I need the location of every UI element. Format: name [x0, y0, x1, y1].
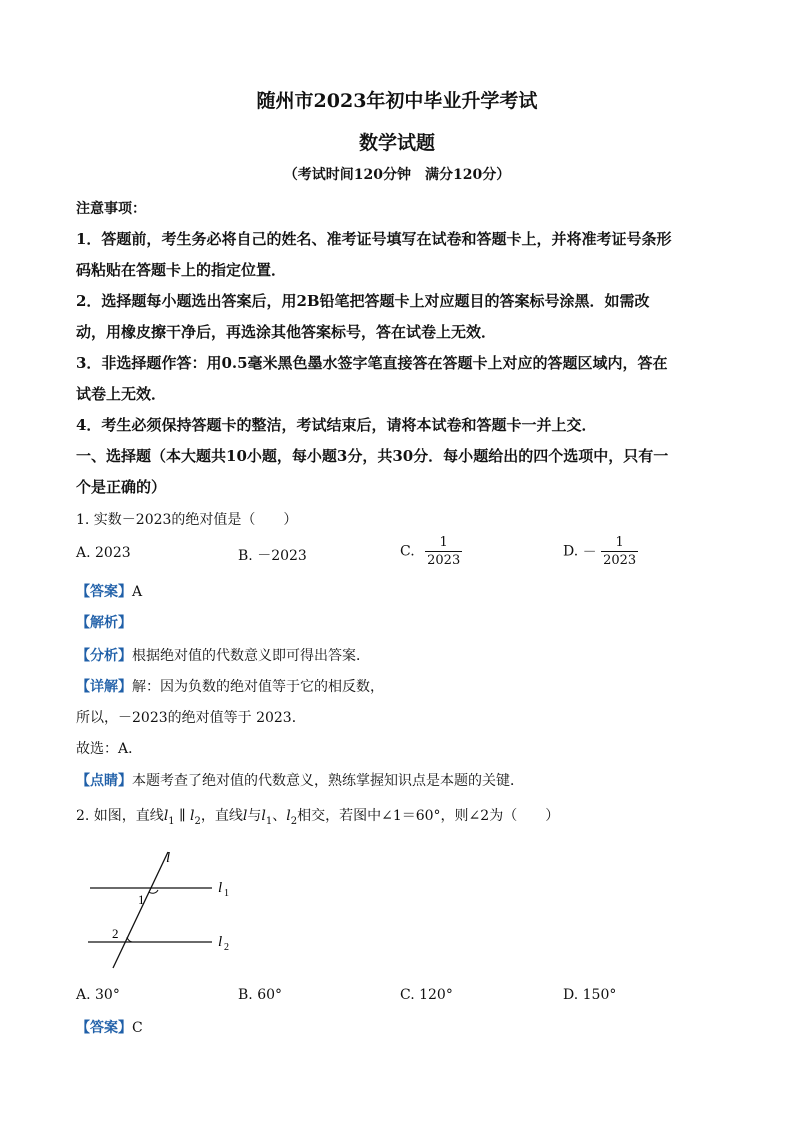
q1-analysis-tag — [76, 612, 132, 632]
fraction-denominator: 2023 — [427, 553, 461, 568]
angle2-arc — [127, 937, 132, 942]
sub-1: 1 — [265, 815, 273, 827]
answer-value: C — [132, 1020, 143, 1036]
analysis-tag: 【解析】 — [76, 615, 132, 631]
notice-line-1a: 1．答题前，考生务必将自己的姓名、准考证号填写在试卷和答题卡上，并将准考证号条形 — [76, 230, 672, 248]
q1-option-c — [400, 534, 462, 569]
fenxi-text: 根据绝对值的代数意义即可得出答案． — [132, 648, 370, 664]
section-heading-b: 个是正确的） — [76, 478, 167, 496]
q2-stem-pre: 2. 如图，直线 — [76, 808, 164, 824]
q1-xiangjie — [76, 676, 384, 696]
dun-mark: 、 — [272, 808, 287, 824]
notice-heading: 注意事项： — [76, 201, 146, 217]
var-l: l — [261, 808, 266, 824]
q2-option-a: A. 30° — [76, 987, 120, 1003]
answer-value: A — [132, 584, 143, 600]
q2-option-d: D. 150° — [563, 987, 617, 1003]
q2-stem — [76, 805, 559, 827]
parallel-lines-figure — [80, 840, 250, 975]
q1-solution-line-3: 故选：A． — [76, 741, 143, 757]
var-l: l — [286, 808, 291, 824]
notice-line-1b: 码粘贴在答题卡上的指定位置． — [76, 261, 287, 279]
var-l: l — [190, 808, 195, 824]
answer-tag: 【答案】 — [76, 584, 132, 600]
dianjing-tag: 【点睛】 — [76, 773, 132, 789]
var-l: l — [163, 808, 169, 824]
q2-option-c: C. 120° — [400, 987, 453, 1003]
q1-answer — [76, 581, 142, 601]
sub-2: 2 — [194, 815, 201, 827]
q1-option-d-sign: － — [582, 544, 597, 561]
label-l2: l — [218, 934, 223, 950]
q1-option-d-label: D. — [563, 543, 579, 560]
notice-line-2b: 动，用橡皮擦干净后，再选涂其他答案标号，答在试卷上无效． — [76, 323, 497, 341]
q1-stem: 1. 实数－2023的绝对值是（ ） — [76, 512, 298, 528]
var-l: l — [242, 808, 248, 824]
q1-option-d-fraction — [601, 534, 638, 569]
notice-line-3a: 3．非选择题作答：用0.5毫米黑色墨水签字笔直接答在答题卡上对应的答题区域内，答在 — [76, 354, 668, 372]
answer-tag: 【答案】 — [76, 1020, 132, 1036]
label-angle-1: 1 — [138, 892, 145, 907]
label-l1-sub: 1 — [224, 888, 229, 899]
transversal-l — [113, 850, 171, 968]
notice-line-2a: 2．选择题每小题选出答案后，用2B铅笔把答题卡上对应题目的答案标号涂黑．如需改 — [76, 292, 650, 310]
q1-fenxi — [76, 645, 370, 665]
fenxi-tag: 【分析】 — [76, 648, 132, 664]
label-l1: l — [218, 880, 223, 896]
q2-option-b: B. 60° — [238, 987, 283, 1003]
fraction-numerator: 1 — [425, 534, 462, 552]
q2-stem-mid1: ，直线 — [200, 808, 243, 824]
section-heading-a: 一、选择题（本大题共10小题，每小题3分，共30分．每小题给出的四个选项中，只有一 — [76, 447, 669, 465]
notice-line-4: 4．考生必须保持答题卡的整洁，考试结束后，请将本试卷和答题卡一并上交． — [76, 416, 597, 434]
q1-solution-line-2: 所以，－2023的绝对值等于 2023． — [76, 710, 306, 726]
q1-option-d — [563, 534, 638, 569]
q1-option-c-label: C. — [400, 543, 415, 560]
q2-answer — [76, 1017, 143, 1037]
label-l2-sub: 2 — [224, 942, 229, 953]
q2-stem-mid3: 相交，若图中∠1＝60°，则∠2为（ ） — [297, 808, 560, 824]
parallel-symbol: ∥ — [174, 808, 191, 824]
dianjing-text: 本题考查了绝对值的代数意义，熟练掌握知识点是本题的关键． — [132, 773, 524, 789]
q2-stem-mid2: 与 — [247, 808, 262, 824]
exam-subtitle: 数学试题 — [358, 132, 435, 154]
notice-line-3b: 试卷上无效． — [76, 385, 167, 403]
q1-option-b: B. －2023 — [238, 548, 307, 564]
label-angle-2: 2 — [112, 926, 119, 941]
sub-2: 2 — [290, 815, 298, 827]
q1-option-a: A. 2023 — [76, 545, 131, 561]
xiangjie-text: 解：因为负数的绝对值等于它的相反数， — [132, 679, 384, 695]
fraction-denominator: 2023 — [603, 553, 637, 568]
label-l: l — [166, 850, 171, 866]
xiangjie-tag: 【详解】 — [76, 679, 132, 695]
exam-meta: （考试时间120分钟 满分120分） — [283, 167, 511, 183]
sub-1: 1 — [168, 815, 175, 827]
q1-option-c-fraction — [425, 534, 462, 569]
fraction-numerator: 1 — [601, 534, 638, 552]
q1-dianjing — [76, 770, 524, 790]
exam-title: 随州市2023年初中毕业升学考试 — [256, 90, 538, 112]
